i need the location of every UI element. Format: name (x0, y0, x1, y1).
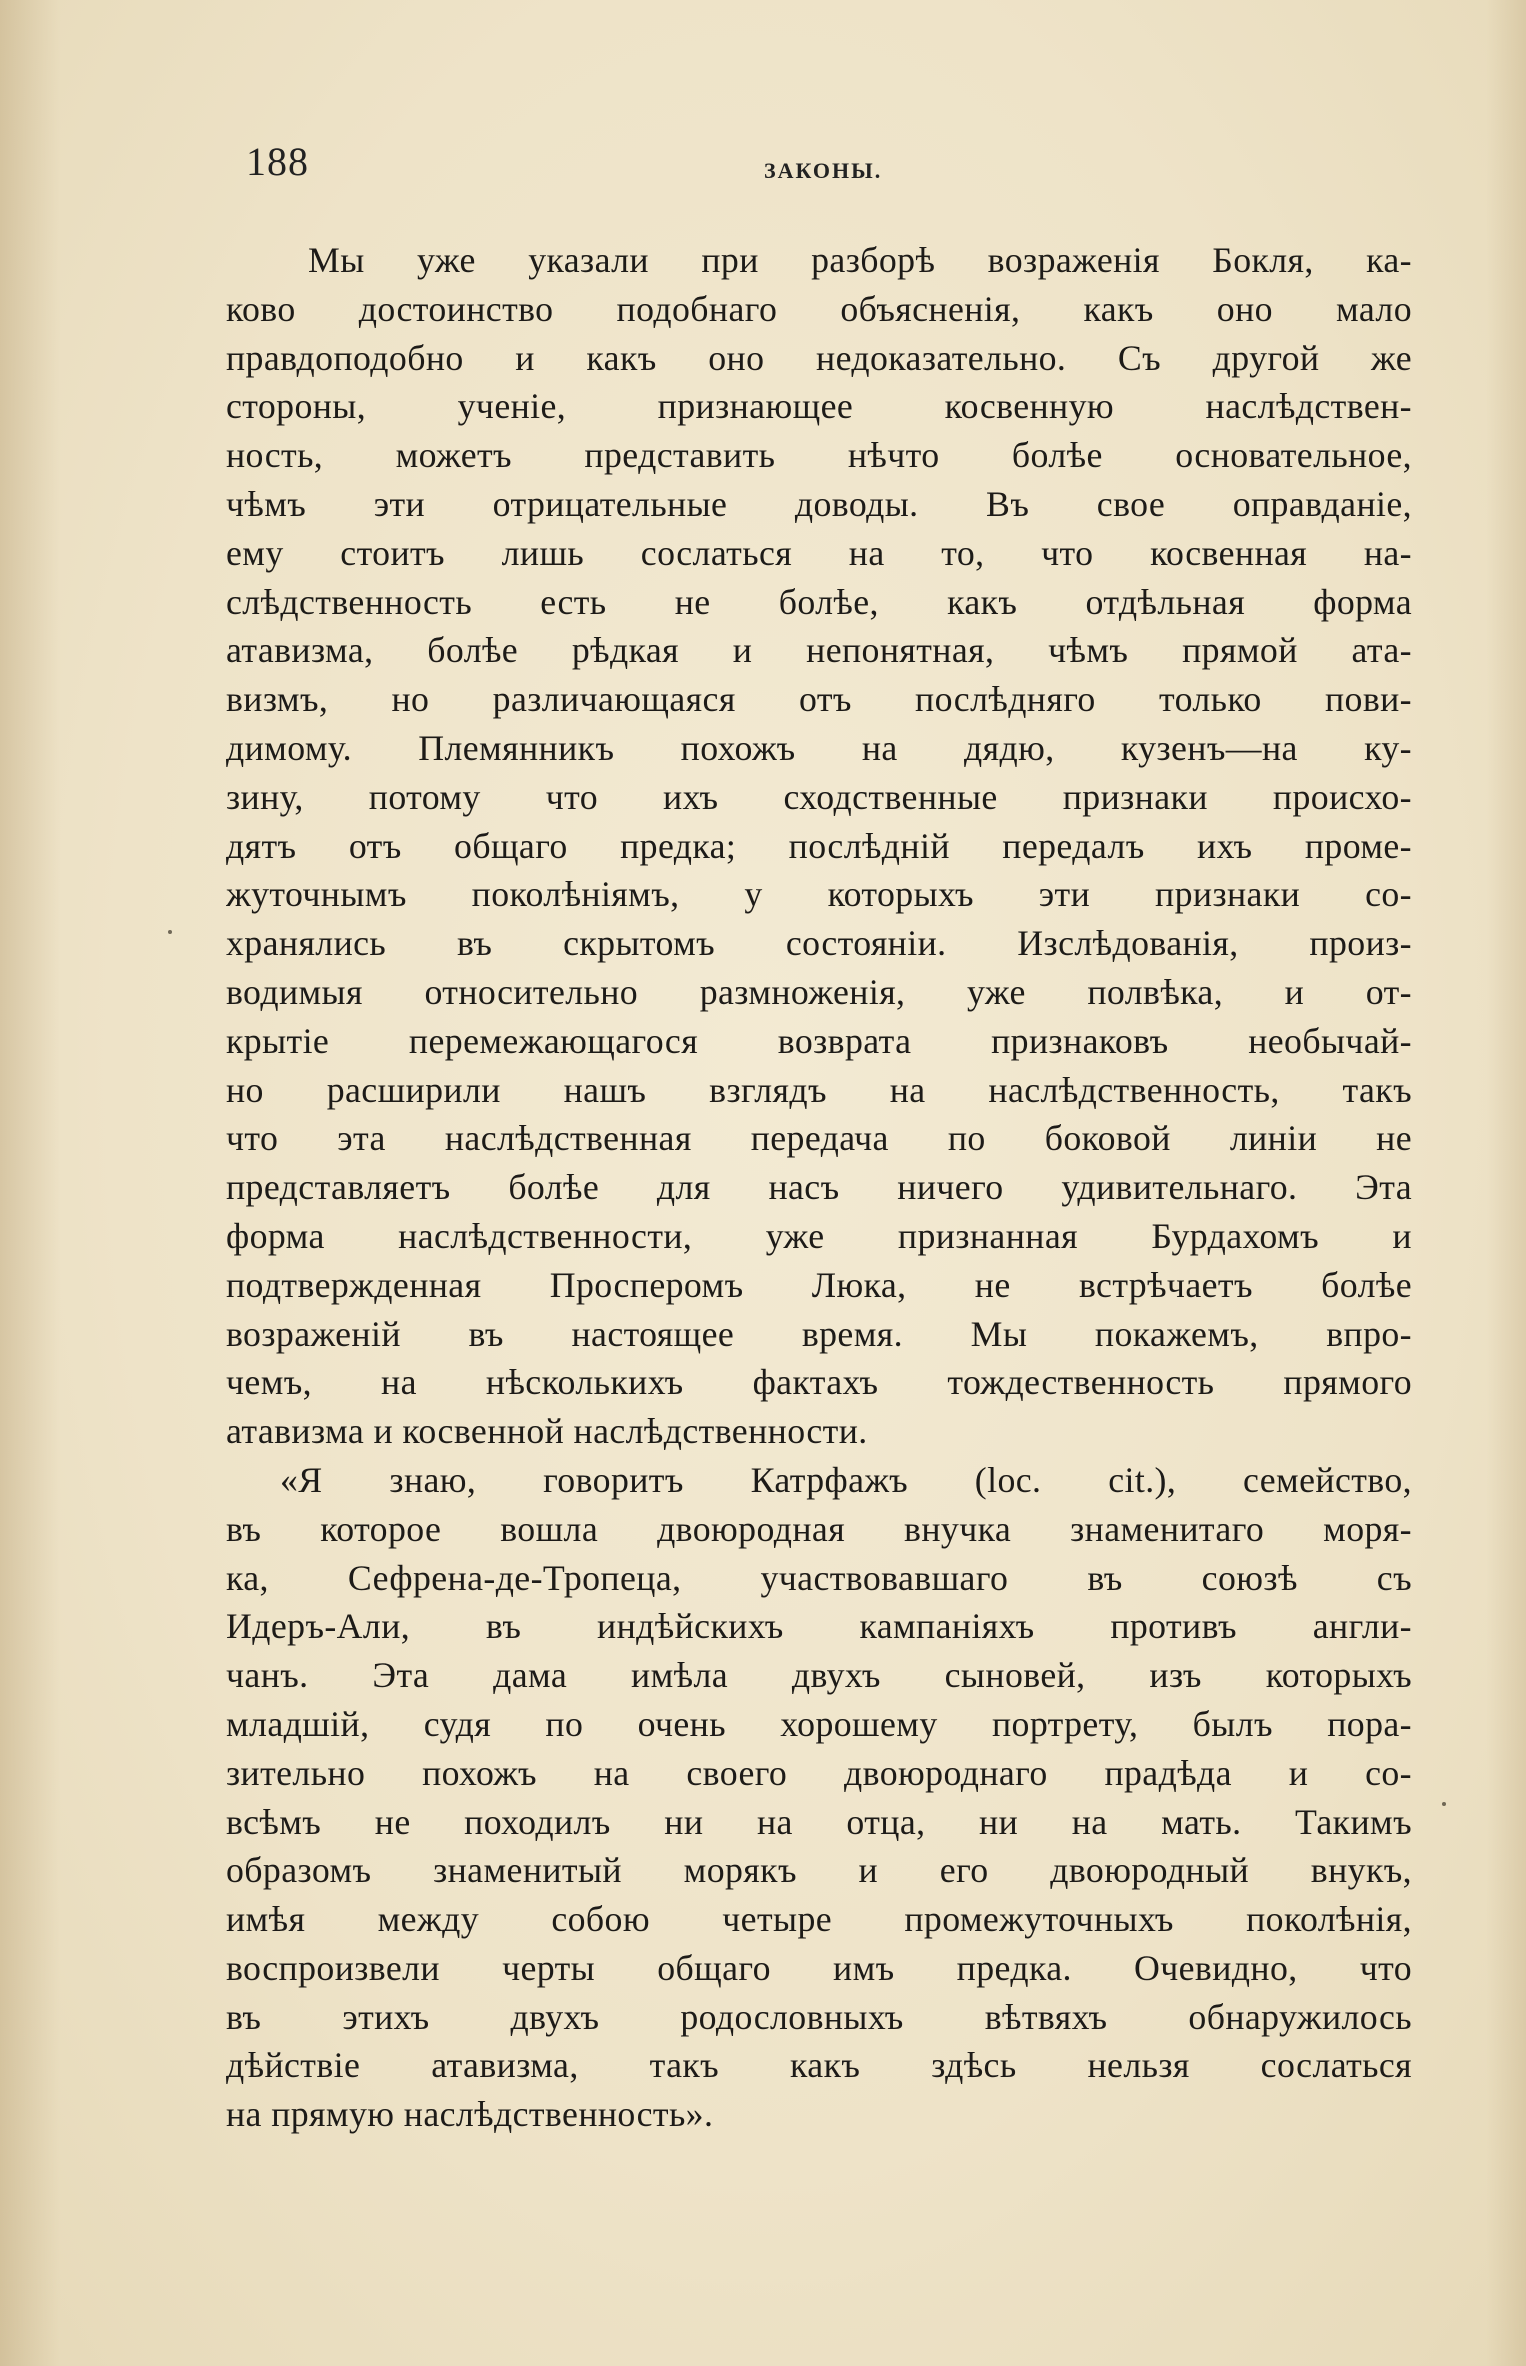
page-header (246, 138, 1416, 198)
text-line: дятъ отъ общаго предка; послѣдній передалъ ихъ проме- (226, 825, 1412, 866)
text-line: визмъ, но различающаяся отъ послѣдняго только пови- (226, 679, 1412, 720)
text-line: правдоподобно и какъ оно недоказательно. Съ другой же (226, 337, 1412, 378)
page-edge-shading-right (1486, 0, 1526, 2366)
text-line: зину, потому что ихъ сходственные признаки происхо- (226, 776, 1412, 817)
text-line: всѣмъ не походилъ ни на отца, ни на мать. Такимъ (226, 1801, 1412, 1842)
text-line: слѣдственность есть не болѣе, какъ отдѣльная форма (226, 581, 1412, 622)
text-line: стороны, ученіе, признающее косвенную наслѣдствен- (226, 386, 1412, 427)
text-line: чемъ, на нѣсколькихъ фактахъ тождественность прямого (226, 1362, 1412, 1403)
text-line: жуточнымъ поколѣніямъ, у которыхъ эти признаки со- (226, 874, 1412, 915)
page-edge-shading-left (0, 0, 60, 2366)
text-line: димому. Племянникъ похожъ на дядю, кузенъ—на ку- (226, 727, 1412, 768)
text-line: имѣя между собою четыре промежуточныхъ поколѣнія, (226, 1899, 1412, 1940)
text-line: на прямую наслѣдственность». (226, 2094, 714, 2135)
text-line: форма наслѣдственности, уже признанная Бурдахомъ и (226, 1215, 1412, 1256)
text-line: чанъ. Эта дама имѣла двухъ сыновей, изъ которыхъ (226, 1655, 1412, 1696)
text-line: возраженій въ настоящее время. Мы покажемъ, впро- (226, 1313, 1412, 1354)
paper-speck (1442, 1802, 1446, 1806)
text-line: ему стоитъ лишь сослаться на то, что косвенная на- (226, 532, 1412, 573)
text-line: въ которое вошла двоюродная внучка знаменитаго моря- (226, 1508, 1412, 1549)
running-head: ЗАКОНЫ. (764, 158, 883, 183)
text-line: ка, Сефрена-де-Тропеца, участвовавшаго въ союзѣ съ (226, 1557, 1412, 1598)
text-line: представляетъ болѣе для насъ ничего удивительнаго. Эта (226, 1167, 1412, 1208)
text-line: Мы уже указали при разборѣ возраженія Бокля, ка- (308, 240, 1412, 280)
paper-speck (168, 930, 172, 934)
body-text (226, 236, 1412, 2139)
text-line: воспроизвели черты общаго имъ предка. Очевидно, что (226, 1947, 1412, 1988)
text-line: подтвержденная Проспepомъ Люка, не встрѣчаетъ болѣе (226, 1264, 1412, 1305)
text-line: ково достоинство подобнаго объясненія, какъ оно мало (226, 288, 1412, 329)
text-line: хранялись въ скрытомъ состояніи. Изслѣдованія, произ- (226, 923, 1412, 964)
text-line: Идеръ-Али, въ индѣйскихъ кампаніяхъ противъ англи- (226, 1606, 1412, 1647)
text-line: что эта наслѣдственная передача по боковой линіи не (226, 1118, 1412, 1159)
text-line: атавизма, болѣе рѣдкая и непонятная, чѣмъ прямой ата- (226, 630, 1412, 671)
text-line: атавизма и косвенной наслѣдственности. (226, 1411, 868, 1452)
text-line: крытіе перемежающагося возврата признаковъ необычай- (226, 1020, 1412, 1061)
text-line: чѣмъ эти отрицательные доводы. Въ свое оправданіе, (226, 483, 1412, 524)
text-line: «Я знаю, говоритъ Катрфажъ (loc. cit.), семейство, (280, 1459, 1412, 1500)
text-line: младшій, судя по очень хорошему портрету, былъ пора- (226, 1703, 1412, 1744)
text-line: зительно похожъ на своего двоюроднаго прадѣда и со- (226, 1752, 1412, 1793)
text-line: ность, можетъ представить нѣчто болѣе основательное, (226, 435, 1412, 476)
text-line: дѣйствіе атавизма, такъ какъ здѣсь нельзя сослаться (226, 2045, 1412, 2086)
page-number: 188 (246, 139, 309, 184)
text-line: но расширили нашъ взглядъ на наслѣдственность, такъ (226, 1069, 1412, 1110)
text-line: въ этихъ двухъ родословныхъ вѣтвяхъ обнаружилось (226, 1996, 1412, 2037)
text-line: водимыя относительно размноженія, уже полвѣка, и от- (226, 971, 1412, 1012)
text-line: образомъ знаменитый морякъ и его двоюродный внукъ, (226, 1850, 1412, 1891)
